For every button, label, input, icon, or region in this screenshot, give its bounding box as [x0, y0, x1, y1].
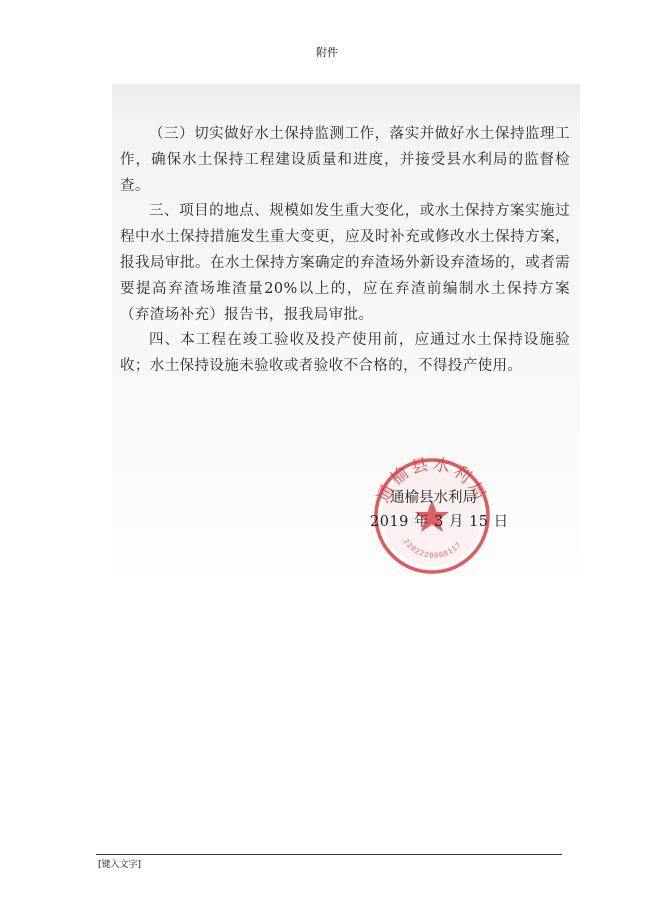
signing-date: 2019 年 3 月 15 日	[370, 514, 509, 530]
document-body	[120, 122, 570, 380]
seal-arc-text: 通榆县水利局	[373, 454, 491, 506]
page-header-title: 附件	[316, 46, 338, 59]
paragraph-major-changes: 三、项目的地点、规模如发生重大变化，或水土保持方案实施过程中水土保持措施发生重大变更，应及时补充或修改水土保持方案，报我局审批。在水土保持方案确定的弃渣场外新设弃渣场的，或者需要提高弃渣场堆渣量20%以上的，应在弃渣前编制水土保持方案（弃渣场补充）报告书，报我局审批。	[120, 203, 570, 323]
signature-block	[360, 486, 510, 534]
seal-serial-number: 2202220000117	[401, 537, 464, 560]
footer-divider	[96, 854, 562, 855]
footer-placeholder-text: [键入文字]	[98, 860, 142, 870]
paragraph-supervision: （三）切实做好水土保持监测工作，落实并做好水土保持监理工作，确保水土保持工程建设质量和进度，并接受县水利局的监督检查。	[120, 126, 570, 194]
signing-organization: 通榆县水利局	[390, 490, 477, 506]
paragraph-acceptance: 四、本工程在竣工验收及投产使用前，应通过水土保持设施验收；水土保持设施未验收或者验收不合格的，不得投产使用。	[120, 332, 570, 375]
scan-shadow-edge	[112, 84, 580, 124]
